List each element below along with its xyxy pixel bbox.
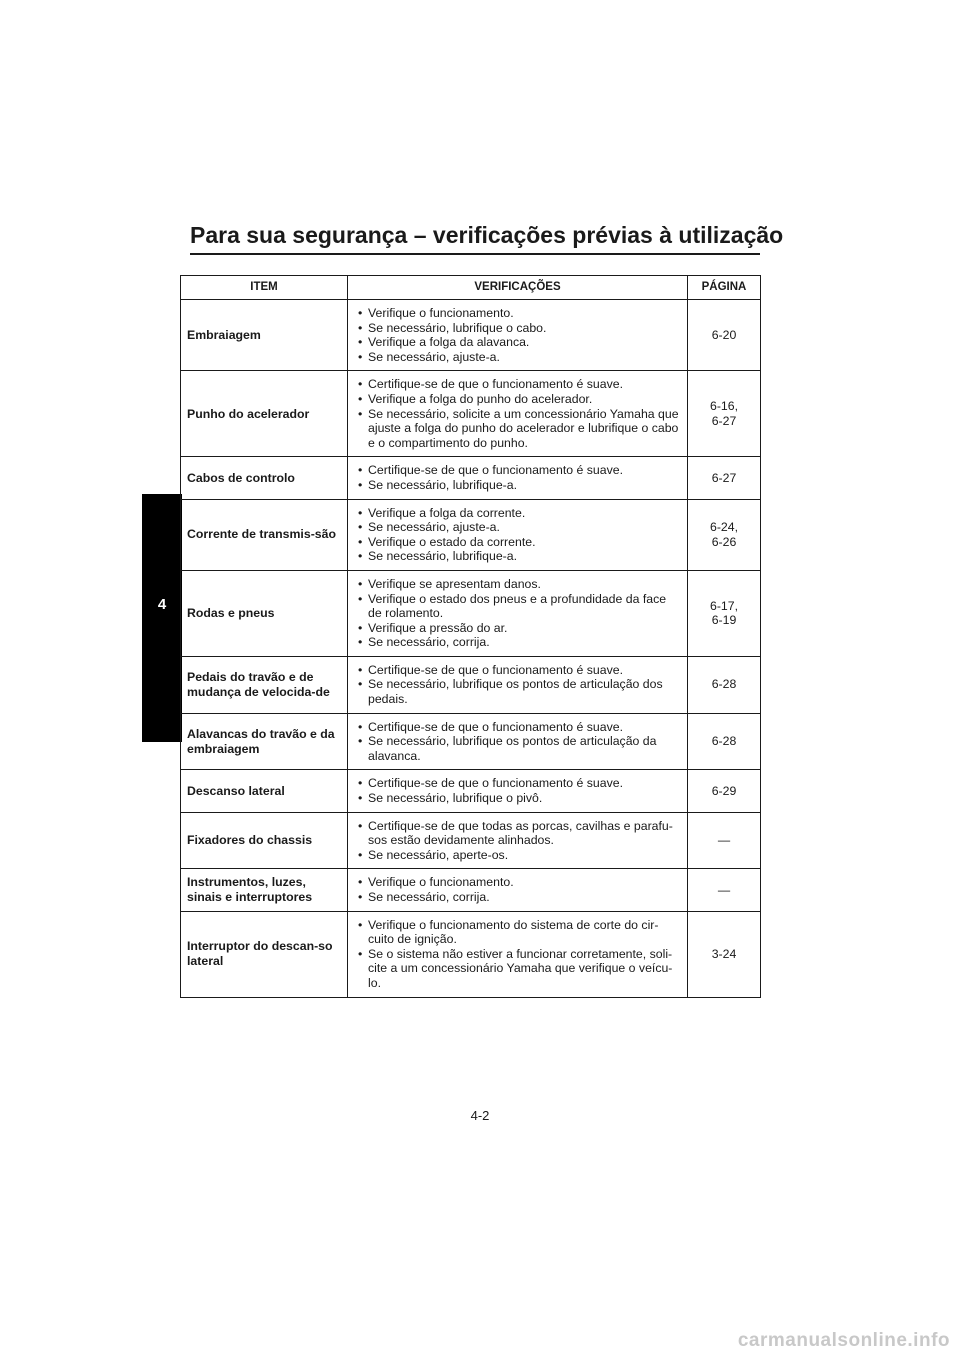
check-bullet-item (354, 621, 681, 636)
check-bullet-item (354, 535, 681, 550)
item-cell: Cabos de controlo (181, 457, 348, 499)
bullet-icon: • (358, 534, 363, 549)
bullet-icon: • (358, 549, 363, 564)
check-bullet-item (354, 335, 681, 350)
bullet-icon: • (358, 349, 363, 364)
check-text: Se necessário, lubrifique o cabo. (368, 320, 547, 335)
bullet-icon: • (358, 520, 363, 535)
table-row (181, 869, 761, 911)
table-row (181, 300, 761, 371)
check-text: Certifique-se de que todas as porcas, cavilhas e parafu-sos estão devidamente alinhados. (368, 818, 673, 848)
check-text: Verifique a pressão do ar. (368, 620, 508, 635)
check-text: Certifique-se de que o funcionamento é suave. (368, 662, 623, 677)
check-bullet-item (354, 392, 681, 407)
check-bullet-item (354, 377, 681, 392)
bullet-icon: • (358, 875, 363, 890)
checks-cell (348, 911, 688, 997)
item-cell: Alavancas do travão e da embraiagem (181, 713, 348, 770)
bullet-icon: • (358, 320, 363, 335)
check-text: Se o sistema não estiver a funcionar corretamente, soli-cite a um concessionário Yamaha que verifique o veícu-lo. (368, 946, 673, 990)
check-text: Verifique se apresentam danos. (368, 576, 541, 591)
check-bullet-item (354, 918, 681, 947)
page-reference-cell: 6-24, 6-26 (688, 499, 761, 570)
bullet-icon: • (358, 635, 363, 650)
checks-cell (348, 371, 688, 457)
page-reference-cell: — (688, 812, 761, 869)
check-text: Se necessário, lubrifique os pontos de articulação dos pedais. (368, 677, 663, 707)
check-text: Certifique-se de que o funcionamento é suave. (368, 377, 623, 392)
checks-cell (348, 713, 688, 770)
check-bullet-item (354, 350, 681, 365)
item-cell: Descanso lateral (181, 770, 348, 812)
bullet-icon: • (358, 463, 363, 478)
check-text: Verifique o funcionamento. (368, 875, 514, 890)
check-bullet-item (354, 947, 681, 991)
table-row (181, 812, 761, 869)
bullet-icon: • (358, 335, 363, 350)
item-cell: Punho do acelerador (181, 371, 348, 457)
check-text: Se necessário, corrija. (368, 635, 490, 650)
column-header-checks: VERIFICAÇÕES (348, 276, 688, 300)
check-text: Se necessário, corrija. (368, 890, 490, 904)
checks-cell (348, 300, 688, 371)
check-bullet-item (354, 848, 681, 863)
check-bullet-item (354, 592, 681, 621)
page-reference-cell: — (688, 869, 761, 911)
check-text: Verifique a folga da alavanca. (368, 335, 530, 350)
bullet-icon: • (358, 306, 363, 320)
bullet-icon: • (358, 662, 363, 677)
column-header-item: ITEM (181, 276, 348, 300)
check-text: Se necessário, ajuste-a. (368, 520, 500, 535)
bullet-icon: • (358, 576, 363, 591)
table-row (181, 457, 761, 499)
table-row (181, 656, 761, 713)
bullet-icon: • (358, 719, 363, 734)
check-text: Se necessário, aperte-os. (368, 847, 509, 862)
check-text: Certifique-se de que o funcionamento é suave. (368, 776, 623, 791)
check-text: Verifique o funcionamento. (368, 306, 514, 320)
check-text: Certifique-se de que o funcionamento é suave. (368, 719, 623, 734)
check-bullet-item (354, 321, 681, 336)
item-cell: Instrumentos, luzes, sinais e interruptores (181, 869, 348, 911)
check-bullet-item (354, 734, 681, 763)
check-text: Se necessário, solicite a um concessionário Yamaha que ajuste a folga do punho do acelerador e lubrifique o cabo e o compartimento do punho. (368, 406, 679, 450)
bullet-icon: • (358, 377, 363, 392)
item-cell: Fixadores do chassis (181, 812, 348, 869)
page-reference-cell: 3-24 (688, 911, 761, 997)
check-bullet-item (354, 875, 681, 890)
check-text: Verifique o funcionamento do sistema de corte do cir-cuito de ignição. (368, 917, 659, 947)
item-cell: Corrente de transmis-são (181, 499, 348, 570)
bullet-icon: • (358, 677, 363, 692)
bullet-icon: • (358, 391, 363, 406)
check-bullet-item (354, 577, 681, 592)
check-bullet-item (354, 549, 681, 564)
checks-cell (348, 499, 688, 570)
bullet-icon: • (358, 734, 363, 749)
check-bullet-item (354, 776, 681, 791)
bullet-icon: • (358, 477, 363, 492)
bullet-icon: • (358, 818, 363, 833)
check-bullet-item (354, 720, 681, 735)
check-bullet-item (354, 635, 681, 650)
page-number: 4-2 (470, 1108, 490, 1123)
check-bullet-item (354, 478, 681, 493)
item-cell: Rodas e pneus (181, 570, 348, 656)
table-row (181, 570, 761, 656)
bullet-icon: • (358, 406, 363, 421)
check-bullet-item (354, 890, 681, 905)
check-text: Se necessário, ajuste-a. (368, 349, 500, 364)
page-reference-cell: 6-27 (688, 457, 761, 499)
checks-cell (348, 869, 688, 911)
table-row (181, 499, 761, 570)
checks-cell (348, 656, 688, 713)
check-text: Certifique-se de que o funcionamento é suave. (368, 463, 623, 478)
bullet-icon: • (358, 847, 363, 862)
check-bullet-item (354, 791, 681, 806)
bullet-icon: • (358, 890, 363, 904)
chapter-tab (142, 494, 182, 742)
chapter-tab-label: 4 (157, 596, 167, 613)
check-text: Verifique o estado dos pneus e a profundidade da face de rolamento. (368, 591, 667, 621)
bullet-icon: • (358, 791, 363, 806)
bullet-icon: • (358, 917, 363, 932)
check-text: Se necessário, lubrifique-a. (368, 477, 518, 492)
check-text: Se necessário, lubrifique os pontos de articulação da alavanca. (368, 734, 657, 763)
bullet-icon: • (358, 776, 363, 791)
page-reference-cell: 6-20 (688, 300, 761, 371)
bullet-icon: • (358, 946, 363, 961)
checks-cell (348, 812, 688, 869)
page-reference-cell: 6-28 (688, 656, 761, 713)
pre-operation-checklist-table (180, 275, 761, 998)
page-reference-cell: 6-16, 6-27 (688, 371, 761, 457)
item-cell: Embraiagem (181, 300, 348, 371)
check-text: Se necessário, lubrifique-a. (368, 549, 518, 564)
page-title: Para sua segurança – verificações prévias à utilização (190, 222, 784, 248)
check-bullet-item (354, 663, 681, 678)
column-header-page: PÁGINA (688, 276, 761, 300)
check-text: Se necessário, lubrifique o pivô. (368, 791, 543, 806)
page-reference-cell: 6-28 (688, 713, 761, 770)
bullet-icon: • (358, 505, 363, 520)
checks-cell (348, 457, 688, 499)
check-bullet-item (354, 506, 681, 521)
bullet-icon: • (358, 620, 363, 635)
table-row (181, 371, 761, 457)
check-bullet-item (354, 463, 681, 478)
check-bullet-item (354, 819, 681, 848)
check-bullet-item (354, 407, 681, 451)
bullet-icon: • (358, 591, 363, 606)
item-cell: Pedais do travão e de mudança de velocida-de (181, 656, 348, 713)
check-text: Verifique a folga do punho do acelerador. (368, 391, 593, 406)
watermark: carmanualsonline.info (737, 1330, 950, 1351)
table-row (181, 911, 761, 997)
page-reference-cell: 6-17, 6-19 (688, 570, 761, 656)
checks-cell (348, 570, 688, 656)
check-bullet-item (354, 520, 681, 535)
check-bullet-item (354, 677, 681, 706)
page-reference-cell: 6-29 (688, 770, 761, 812)
check-bullet-item (354, 306, 681, 321)
table-row (181, 713, 761, 770)
checks-cell (348, 770, 688, 812)
item-cell: Interruptor do descan-so lateral (181, 911, 348, 997)
table-row (181, 770, 761, 812)
check-text: Verifique a folga da corrente. (368, 505, 526, 520)
table-header-row (181, 276, 761, 300)
title-rule (190, 253, 760, 255)
check-text: Verifique o estado da corrente. (368, 534, 536, 549)
